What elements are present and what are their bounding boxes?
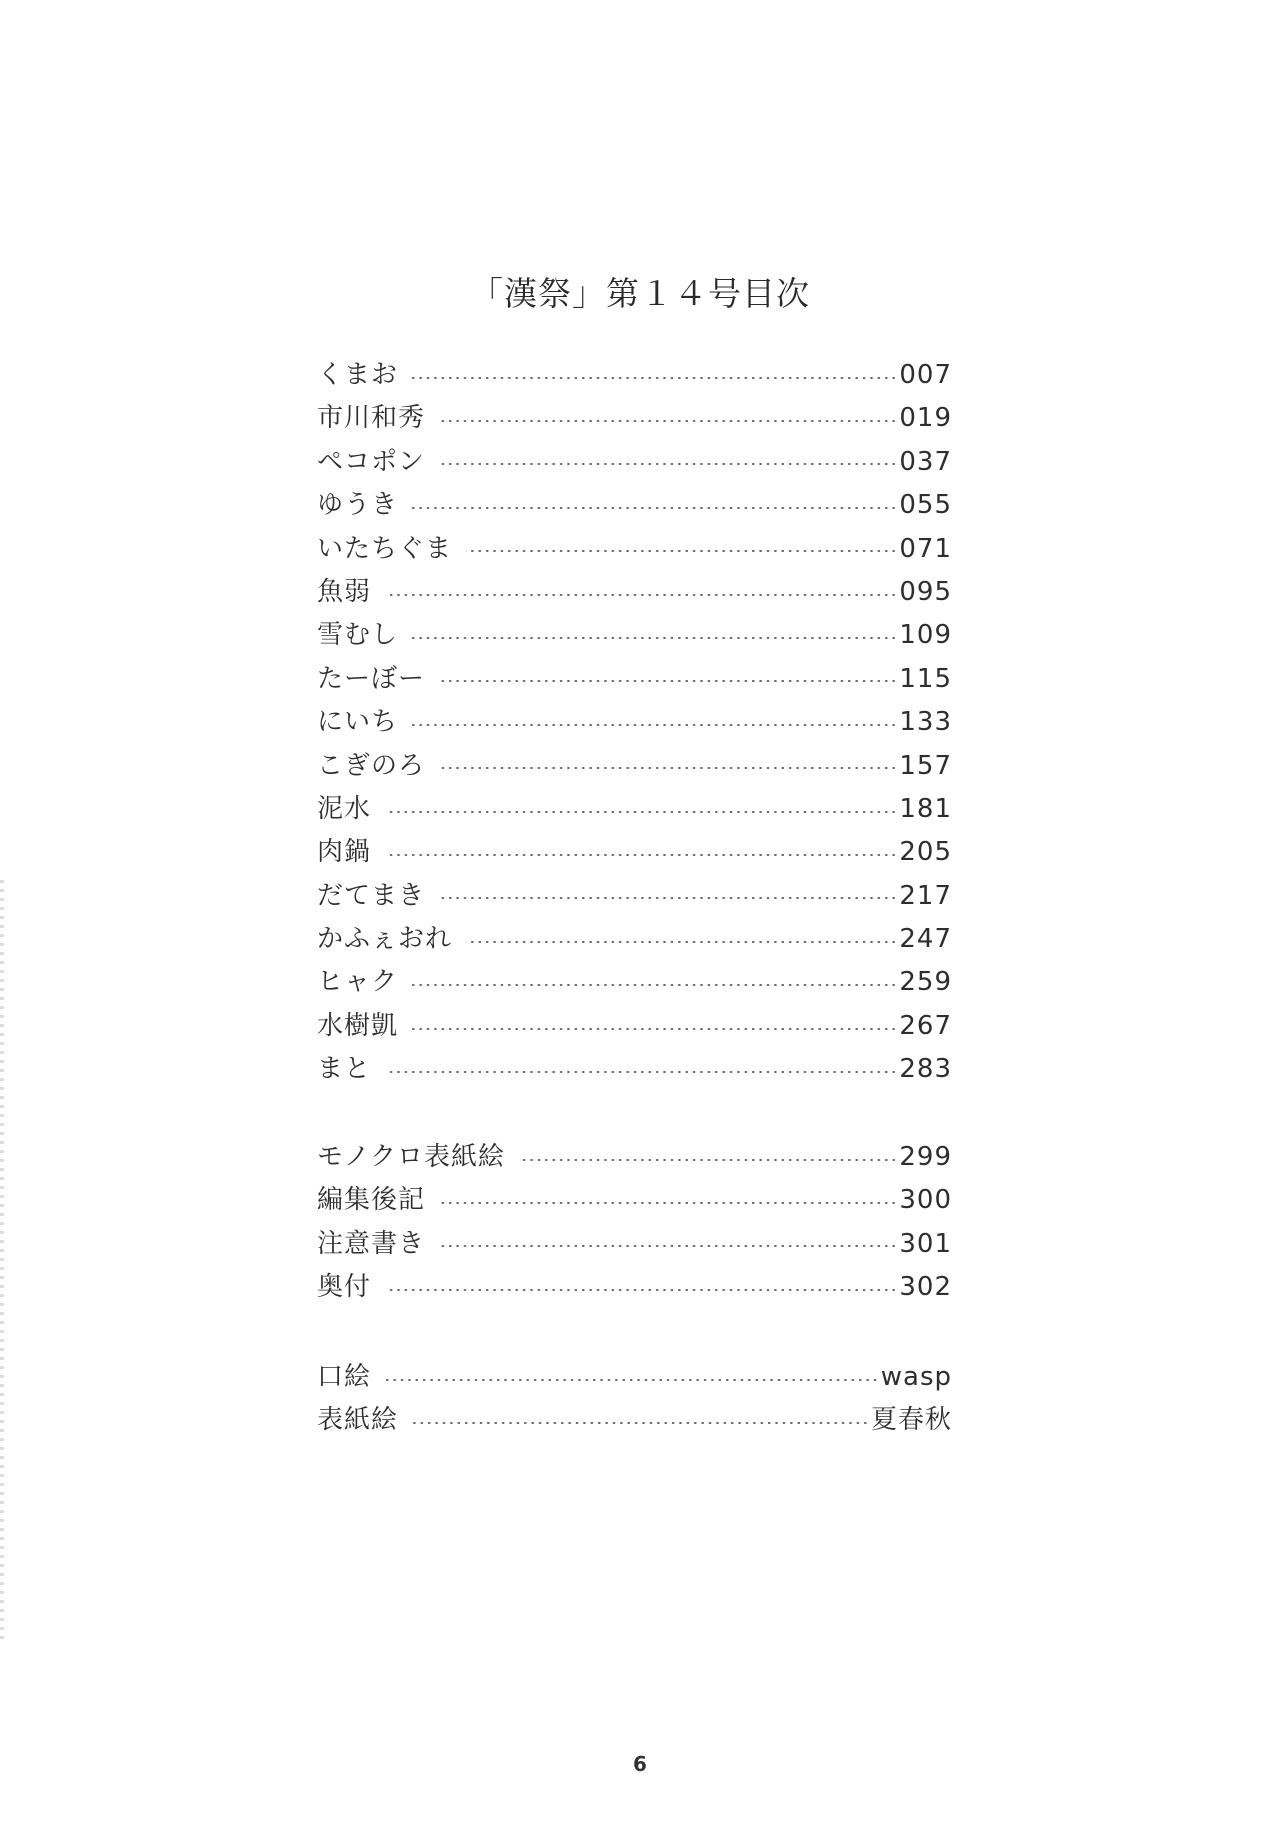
dot-leader xyxy=(412,1028,897,1030)
entry-name: まと xyxy=(317,1054,372,1085)
toc-entry xyxy=(317,658,952,701)
entry-page: 071 xyxy=(899,533,952,564)
toc-entry xyxy=(317,571,952,614)
toc-entry xyxy=(317,701,952,744)
entry-name: 泥水 xyxy=(317,793,372,824)
entry-artist: 夏春秋 xyxy=(870,1405,952,1436)
entry-page: 181 xyxy=(899,793,952,824)
toc-entry xyxy=(317,1136,952,1179)
toc-entry xyxy=(317,528,952,571)
entry-page: 133 xyxy=(899,707,952,738)
dot-leader xyxy=(412,377,897,379)
entry-name: 注意書き xyxy=(317,1228,426,1259)
entry-page: 302 xyxy=(899,1272,952,1303)
entry-name: 奥付 xyxy=(317,1272,372,1303)
dot-leader xyxy=(439,1202,897,1204)
art-credits-list xyxy=(317,1356,952,1443)
toc-title: 「漢祭」第１４号目次 xyxy=(470,274,810,313)
toc-entry xyxy=(317,354,952,397)
entry-page: 109 xyxy=(899,620,952,651)
entry-page: 247 xyxy=(899,924,952,955)
entry-artist: wasp xyxy=(880,1362,952,1392)
toc-entry xyxy=(317,961,952,1004)
entry-name: 編集後記 xyxy=(317,1185,426,1216)
entry-page: 301 xyxy=(899,1228,952,1259)
entry-name: 表紙絵 xyxy=(317,1405,399,1436)
dot-leader xyxy=(439,897,897,899)
dot-leader xyxy=(439,463,897,465)
dot-leader xyxy=(439,1245,897,1247)
dot-leader xyxy=(439,420,897,422)
entry-page: 217 xyxy=(899,880,952,911)
toc-entry xyxy=(317,614,952,657)
entry-page: 205 xyxy=(899,837,952,868)
entry-name: にいち xyxy=(317,707,399,738)
toc-entry xyxy=(317,875,952,918)
dot-leader xyxy=(385,594,897,596)
entry-page: 019 xyxy=(899,403,952,434)
dot-leader xyxy=(385,811,897,813)
entry-name: ヒャク xyxy=(317,967,399,998)
entry-page: 055 xyxy=(899,490,952,521)
dot-leader xyxy=(412,507,897,509)
dot-leader xyxy=(385,1379,879,1381)
entry-name: 口絵 xyxy=(317,1362,372,1392)
toc-entry xyxy=(317,1179,952,1222)
toc-entry xyxy=(317,1048,952,1091)
entry-name: たーぼー xyxy=(317,663,426,694)
dot-leader xyxy=(385,1289,897,1291)
dot-leader xyxy=(439,680,897,682)
entry-name: こぎのろ xyxy=(317,750,426,781)
entry-name: いたちぐま xyxy=(317,533,453,564)
contributor-list xyxy=(317,354,952,1092)
entry-page: 300 xyxy=(899,1185,952,1216)
toc-entry xyxy=(317,1005,952,1048)
entry-page: 283 xyxy=(899,1054,952,1085)
entry-page: 259 xyxy=(899,967,952,998)
dot-leader xyxy=(412,724,897,726)
dot-leader xyxy=(519,1159,897,1161)
entry-name: かふぇおれ xyxy=(317,924,453,955)
toc-entry xyxy=(317,397,952,440)
entry-page: 095 xyxy=(899,576,952,607)
entry-name: ペコポン xyxy=(317,446,426,477)
entry-name: 雪むし xyxy=(317,620,399,651)
scan-edge-marks xyxy=(0,880,4,1640)
entry-page: 007 xyxy=(899,360,952,390)
toc-entry xyxy=(317,831,952,874)
entry-name: くまお xyxy=(317,360,399,390)
toc-entry xyxy=(317,918,952,961)
entry-name: 市川和秀 xyxy=(317,403,426,434)
dot-leader xyxy=(412,984,897,986)
toc-entry xyxy=(317,1266,952,1309)
toc-entry xyxy=(317,1223,952,1266)
dot-leader xyxy=(412,1422,869,1424)
entry-page: 267 xyxy=(899,1010,952,1041)
entry-page: 299 xyxy=(899,1142,952,1172)
toc-entry xyxy=(317,788,952,831)
toc-entry xyxy=(317,1356,952,1399)
dot-leader xyxy=(385,1071,897,1073)
toc-entry xyxy=(317,745,952,788)
dot-leader xyxy=(439,767,897,769)
entry-page: 037 xyxy=(899,446,952,477)
dot-leader xyxy=(385,854,897,856)
page-number: 6 xyxy=(633,1752,647,1776)
extras-list xyxy=(317,1136,952,1310)
entry-name: 水樹凱 xyxy=(317,1010,399,1041)
dot-leader xyxy=(466,550,897,552)
entry-name: ゆうき xyxy=(317,490,399,521)
entry-name: 肉鍋 xyxy=(317,837,372,868)
toc-entry xyxy=(317,1399,952,1442)
dot-leader xyxy=(412,637,897,639)
dot-leader xyxy=(466,941,897,943)
toc-entry xyxy=(317,441,952,484)
entry-page: 115 xyxy=(899,663,952,694)
entry-name: 魚弱 xyxy=(317,576,372,607)
entry-name: だてまき xyxy=(317,880,426,911)
toc-entry xyxy=(317,484,952,527)
entry-page: 157 xyxy=(899,750,952,781)
entry-name: モノクロ表紙絵 xyxy=(317,1142,505,1172)
